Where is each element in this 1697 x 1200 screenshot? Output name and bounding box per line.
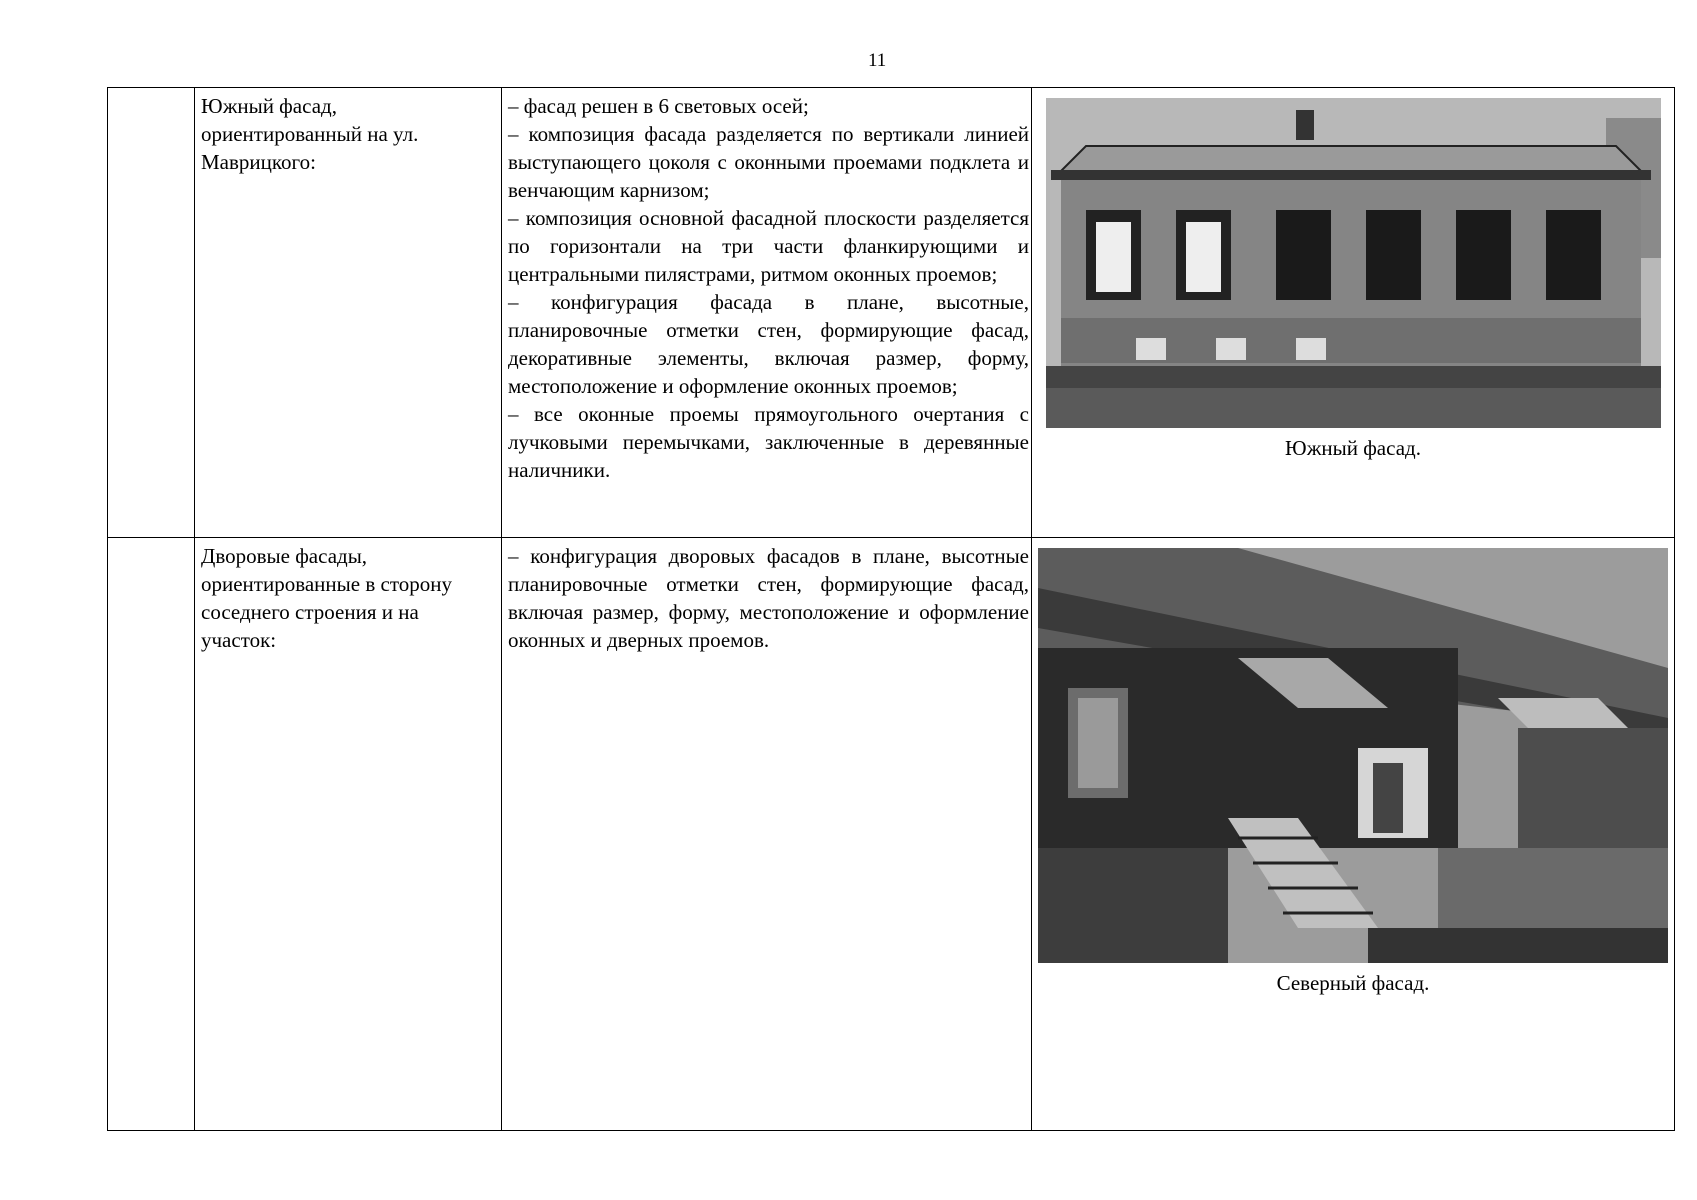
south-facade-photo	[1046, 98, 1661, 428]
facade-table	[107, 87, 1675, 1131]
table-row-courtyard	[108, 538, 1675, 1131]
description-item: – конфигурация дворовых фасадов в плане, высотные планировочные отметки стен, формирующие фасад, включая размер, форму, местоположение и оформление оконных и дверных проемов.	[508, 544, 1029, 652]
facade-label: Южный фасад, ориентированный на ул. Маврицкого:	[201, 94, 419, 174]
description-item: – все оконные проемы прямоугольного очертания с лучковыми перемычками, заключенные в деревянные наличники.	[508, 402, 1029, 482]
description-item: – конфигурация фасада в плане, высотные, планировочные отметки стен, формирующие фасад, декоративные элементы, включая размер, форму, местоположение и оформление оконных проемов;	[508, 290, 1029, 398]
facade-label-cell	[195, 88, 502, 538]
facade-description-cell	[502, 88, 1032, 538]
photo-cell	[1032, 538, 1675, 1131]
photo-cell	[1032, 88, 1675, 538]
facade-label: Дворовые фасады, ориентированные в сторону соседнего строения и на участок:	[201, 544, 452, 652]
description-item: – фасад решен в 6 световых осей;	[508, 94, 809, 118]
facade-description-cell	[502, 538, 1032, 1131]
description-item: – композиция фасада разделяется по вертикали линией выступающего цоколя с оконными проемами подклета и венчающим карнизом;	[508, 122, 1029, 202]
description-item: – композиция основной фасадной плоскости разделяется по горизонтали на три части фланкирующими и центральными пилястрами, ритмом оконных проемов;	[508, 206, 1029, 286]
table-row-south	[108, 88, 1675, 538]
facade-label-cell	[195, 538, 502, 1131]
row-number-cell	[108, 88, 195, 538]
row-number-cell	[108, 538, 195, 1131]
photo-caption: Северный фасад.	[1276, 971, 1430, 995]
page-number: 11	[868, 50, 887, 71]
photo-caption: Южный фасад.	[1285, 436, 1421, 460]
north-facade-photo	[1038, 548, 1668, 963]
